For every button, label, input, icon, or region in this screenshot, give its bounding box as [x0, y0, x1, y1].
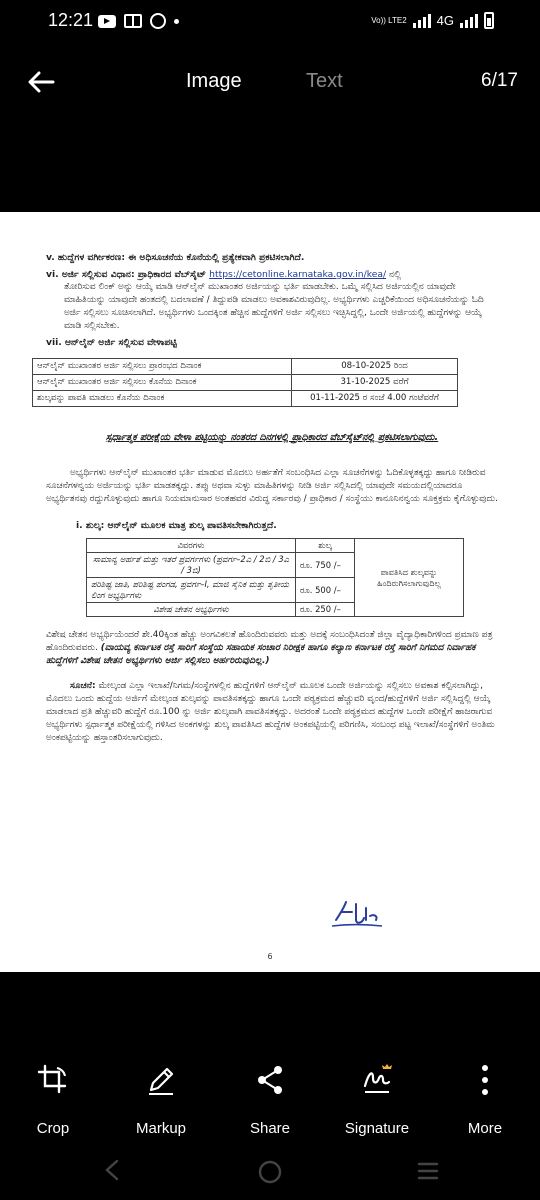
- more-button[interactable]: [440, 1064, 530, 1137]
- doc-line-vii: vii. ಆನ್‌ಲೈನ್ ಅರ್ಜಿ ಸಲ್ಲಿಸುವ ವೇಳಾಪಟ್ಟಿ: [46, 337, 177, 349]
- share-label: Share: [249, 1120, 291, 1137]
- table-row: [33, 358, 458, 374]
- signal-icon-2: [460, 14, 478, 28]
- schedule-value: 01-11-2025 ರ ಸಂಜೆ 4.00 ಗಂಟೆವರೆಗೆ: [292, 390, 458, 406]
- tab-image[interactable]: Image: [186, 70, 242, 92]
- signal-icon: [413, 14, 431, 28]
- fee-note: ಪಾವತಿಸಿದ ಶುಲ್ಕವನ್ನು ಹಿಂದಿರುಗಿಸಲಾಗುವುದಿಲ್ಲ: [355, 539, 464, 617]
- notification-dot-icon: [174, 19, 179, 24]
- whatsapp-icon: [150, 13, 166, 29]
- system-nav-bar: [0, 1148, 540, 1200]
- crop-button[interactable]: [8, 1064, 98, 1137]
- viewer-header: [0, 58, 540, 108]
- crop-label: Crop: [36, 1120, 70, 1137]
- status-time: 12:21: [48, 10, 94, 30]
- crop-icon: [37, 1064, 69, 1096]
- doc-line-v: v. ಹುದ್ದೆಗಳ ವರ್ಗೀಕರಣ: ಈ ಅಧಿಸೂಚನೆಯ ಕೊನೆಯಲ್ಲಿ ಪ್ರತ್ಯೇಕವಾಗಿ ಪ್ರಕಟಿಸಲಾಗಿದೆ.: [46, 252, 305, 263]
- fee-header-details: ವಿವರಗಳು: [87, 539, 296, 553]
- doc-para-note: [46, 680, 498, 745]
- signature-mark: [330, 898, 386, 932]
- schedule-label: ಆನ್‌ಲೈನ್ ಮುಖಾಂತರ ಅರ್ಜಿ ಸಲ್ಲಿಸಲು ಕೊನೆಯ ದಿನಾಂಕ: [33, 374, 292, 390]
- doc-para-disabled: [46, 629, 498, 668]
- bottom-toolbar: [0, 1064, 540, 1144]
- schedule-value: 31-10-2025 ವರೆಗೆ: [292, 374, 458, 390]
- share-button[interactable]: [225, 1064, 315, 1137]
- fee-value: ರೂ. 750 /–: [296, 553, 355, 578]
- network-type: 4G: [436, 13, 454, 28]
- nav-home-icon[interactable]: [256, 1158, 284, 1186]
- fee-label: ಪರಿಶಿಷ್ಟ ಜಾತಿ, ಪರಿಶಿಷ್ಟ ಪಂಗಡ, ಪ್ರವರ್ಗ–I, ಮಾಜಿ ಸೈನಿಕ ಮತ್ತು ತೃತೀಯ ಲಿಂಗ ಅಭ್ಯರ್ಥಿಗಳು: [87, 578, 296, 603]
- share-icon: [254, 1064, 286, 1096]
- notice-heading: ಸ್ಪರ್ಧಾತ್ಮಕ ಪರೀಕ್ಷೆಯ ವೇಳಾ ಪಟ್ಟಿಯನ್ನು ನಂತರದ ದಿನಗಳಲ್ಲಿ ಪ್ರಾಧಿಕಾರದ ವೆಬ್‌ಸೈಟ್‌ನಲ್ಲಿ ಪ್ರಕಟಿಸಲಾಗುವುದು.: [105, 431, 439, 443]
- doc-para-instructions: ಅಭ್ಯರ್ಥಿಗಳು ಆನ್‌ಲೈನ್ ಮುಖಾಂತರ ಭರ್ತಿ ಮಾಡುವ ಮೊದಲು ಅರ್ಹತೆಗೆ ಸಂಬಂಧಿಸಿದ ಎಲ್ಲಾ ಸೂಚನೆಗಳನ್ನು ಓದಿಕೊಳ್ಳತಕ್ಕದ್ದು ಹಾಗೂ ನೀಡಿರುವ ಸೂಚನೆಗಳನ್ವಯ ಅರ್ಜಿಯನ್ನು ಭರ್ತಿ ಮಾಡತಕ್ಕದ್ದು. ತಪ್ಪು ಅಥವಾ ಸುಳ್ಳು ಮಾಹಿತಿಗಳನ್ನು ನೀಡಿ ಅರ್ಜಿ ಸಲ್ಲಿಸಿದಲ್ಲಿ ಯಾವುದೇ ಸಮಯದಲ್ಲಿಯಾದರೂ ಅಭ್ಯರ್ಥಿತನವು ರದ್ದುಗೊಳ್ಳುವುದು ಹಾಗೂ ನಿಯಮಾನುಸಾರ ಅಂತಹವರ ವಿರುದ್ಧ ಸರ್ಕಾರವು / ಪ್ರಾಧಿಕಾರ / ಸಂಸ್ಥೆಯು ಕಾನೂನಿನನ್ವಯ ಸೂಕ್ತಕ್ರಮ ಕೈಗೊಳ್ಳುವುದು.: [46, 467, 499, 504]
- document-image[interactable]: [0, 212, 540, 972]
- note-label: ಸೂಚನೆ:: [70, 681, 96, 692]
- nav-recents-icon[interactable]: [416, 1160, 440, 1182]
- fee-label: ವಿಶೇಷ ಚೇತನ ಅಭ್ಯರ್ಥಿಗಳು: [87, 603, 296, 617]
- fee-intro: i. ಶುಲ್ಕ: ಆನ್‌ಲೈನ್ ಮೂಲಕ ಮಾತ್ರ ಶುಲ್ಕ ಪಾವತಿಸಬೇಕಾಗಿರುತ್ತದೆ.: [76, 519, 277, 531]
- document-content: [37, 252, 499, 745]
- battery-icon: [484, 12, 494, 29]
- signature-label: Signature: [344, 1120, 410, 1137]
- more-icon: [469, 1064, 501, 1096]
- tab-text[interactable]: Text: [306, 70, 343, 92]
- markup-label: Markup: [135, 1120, 187, 1137]
- signature-icon: [361, 1064, 393, 1096]
- schedule-value: 08-10-2025 ರಿಂದ: [292, 358, 458, 374]
- signature-button[interactable]: [332, 1064, 422, 1137]
- table-row: [87, 539, 464, 553]
- status-bar: [0, 0, 540, 46]
- fee-header-fee: ಶುಲ್ಕ: [296, 539, 355, 553]
- doc-para-vi: ತೋರಿಸುವ ಲಿಂಕ್ ಅನ್ನು ಆಯ್ಕೆ ಮಾಡಿ ಆನ್‌ಲೈನ್ ಮುಖಾಂತರ ಅರ್ಜಿಯನ್ನು ಭರ್ತಿ ಮಾಡಬೇಕು. ಒಮ್ಮೆ ಸಲ್ಲಿಸಿದ ಅರ್ಜಿಯಲ್ಲಿನ ಯಾವುದೇ ಮಾಹಿತಿಯನ್ನು ಯಾವುದೇ ಹಂತದಲ್ಲಿ ಬದಲಾವಣೆ / ತಿದ್ದುಪಡಿ ಮಾಡಲು ಅವಕಾಶವಿರುವುದಿಲ್ಲ. ಅಭ್ಯರ್ಥಿಗಳು ಎಚ್ಚರಿಕೆಯಿಂದ ಅಧಿಸೂಚನೆಯನ್ನು ಓದಿ ಅರ್ಜಿ ಸಲ್ಲಿಸಲು ಸೂಚಿಸಲಾಗಿದೆ. ಅಭ್ಯರ್ಥಿಗಳು ಒಂದಕ್ಕಿಂತ ಹೆಚ್ಚಿನ ಹುದ್ದೆಗಳಿಗೆ ಅರ್ಜಿ ಸಲ್ಲಿಸಲು ಇಚ್ಛಿಸಿದ್ದಲ್ಲಿ, ಒಂದೇ ಅರ್ಜಿಯಲ್ಲಿ ಹುದ್ದೆಗಳನ್ನು ಆಯ್ಕೆ ಮಾಡಿ ಸಲ್ಲಿಸಬೇಕು.: [64, 282, 484, 332]
- schedule-label: ಶುಲ್ಕವನ್ನು ಪಾವತಿ ಮಾಡಲು ಕೊನೆಯ ದಿನಾಂಕ: [33, 390, 292, 406]
- doc-line-vi-start: vi. ಅರ್ಜಿ ಸಲ್ಲಿಸುವ ವಿಧಾನ: ಪ್ರಾಧಿಕಾರದ ವೆಬ್‌ಸೈಟ್: [46, 268, 210, 280]
- doc-para-disabled-italic: (ವಾಯವ್ಯ ಕರ್ನಾಟಕ ರಸ್ತೆ ಸಾರಿಗೆ ಸಂಸ್ಥೆಯ ಸಹಾಯಕ ಸಂಚಾರ ನಿರೀಕ್ಷಕ ಹಾಗೂ ಕಲ್ಯಾಣ ಕರ್ನಾಟಕ ರಸ್ತೆ ಸಾರಿಗೆ ನಿಗಮದ ನಿರ್ವಾಹಕ ಹುದ್ದೆಗಳಿಗೆ ವಿಶೇಷ ಚೇತನ ಅಭ್ಯರ್ಥಿಗಳು ಅರ್ಜಿ ಸಲ್ಲಿಸಲು ಅರ್ಹರಿರುವುದಿಲ್ಲ.): [46, 643, 476, 667]
- doc-line-vi: [46, 269, 498, 282]
- volte-indicator: Vo)) LTE2: [371, 16, 407, 25]
- fee-value: ರೂ. 500 /–: [296, 578, 355, 603]
- kea-website-link[interactable]: https://cetonline.karnataka.gov.in/kea/: [209, 268, 387, 280]
- schedule-table: [32, 358, 458, 407]
- page-number: 6: [267, 952, 273, 961]
- back-arrow-icon[interactable]: [26, 67, 56, 97]
- table-row: [33, 390, 458, 406]
- nav-back-icon[interactable]: [102, 1158, 122, 1182]
- youtube-icon: [98, 15, 116, 28]
- doc-para-disabled-text: ವಿಶೇಷ ಚೇತನ ಅಭ್ಯರ್ಥಿಯೆಂದರೆ ಶೇ.40ಕ್ಕಿಂತ ಹೆಚ್ಚು ಅಂಗವಿಕಲತೆ ಹೊಂದಿರುವವರು ಮತ್ತು ಅದಕ್ಕೆ ಸಂಬಂಧಿಸಿದಂತೆ ಜಿಲ್ಲಾ ವೈದ್ಯಾಧಿಕಾರಿಗಳಿಂದ ಪ್ರಮಾಣ ಪತ್ರ ಹೊಂದಿರುವವರು.: [46, 630, 493, 654]
- schedule-label: ಆನ್‌ಲೈನ್ ಮುಖಾಂತರ ಅರ್ಜಿ ಸಲ್ಲಿಸಲು ಪ್ರಾರಂಭದ ದಿನಾಂಕ: [33, 358, 292, 374]
- note-text: ಮೇಲ್ಕಂಡ ಎಲ್ಲಾ ಇಲಾಖೆ/ನಿಗಮ/ಸಂಸ್ಥೆಗಳಲ್ಲಿನ ಹುದ್ದೆಗಳಿಗೆ ಆನ್‌ಲೈನ್ ಮೂಲಕ ಒಂದೇ ಅರ್ಜಿಯನ್ನು ಸಲ್ಲಿಸಲು ಅವಕಾಶ ಕಲ್ಪಿಸಲಾಗಿದ್ದು, ಮೊದಲು ಒಂದು ಹುದ್ದೆಯ ಅರ್ಜಿಗೆ ಮೇಲ್ಕಂಡ ಶುಲ್ಕವನ್ನು ಪಾವತಿಸತಕ್ಕದ್ದು ಹಾಗೂ ಒಂದೇ ಪಠ್ಯಕ್ರಮದ ಹೆಚ್ಚುವರಿ ವೃಂದ/ಹುದ್ದೆಗಳಿಗೆ ಅರ್ಜಿ ಸಲ್ಲಿಸಿದ್ದಲ್ಲಿ ಆಯ್ಕೆ ಮಾಡಲಾದ ಪ್ರತಿ ಹೆಚ್ಚುವರಿ ಹುದ್ದೆಗೆ ರೂ.100 ನ್ನು ಅರ್ಜಿ ಶುಲ್ಕವಾಗಿ ಪಾವತಿಸತಕ್ಕದ್ದು. ಅದರಂತೆ ಒಂದೇ ಪಠ್ಯಕ್ರಮದ ಹುದ್ದೆಗಳ ಒಂದೇ ಪರೀಕ್ಷೆಗೆ ಹಾಜರಾಗುವ ಅಭ್ಯರ್ಥಿಗಳು ಸ್ಪರ್ಧಾತ್ಮಕ ಪರೀಕ್ಷೆಯಲ್ಲಿ ಗಳಿಸಿದ ಅಂಕಗಳನ್ನು ಶುಲ್ಕ ಪಾವತಿಸಿದ ಹುದ್ದೆಗಳ ಅಂಕಪಟ್ಟಿಯಲ್ಲಿ ಪರಿಗಣಿಸಿ, ಸಂಬಂಧ ಪಟ್ಟ ಇಲಾಖೆ/ಸಂಸ್ಥೆಗಳಿಗೆ ಅಂತಿಮ ಅಂಕಪಟ್ಟಿಯನ್ನು ಹಸ್ತಾಂತರಿಸಲಾಗುವುದು.: [46, 681, 495, 744]
- fee-label: ಸಾಮಾನ್ಯ ಅರ್ಹತೆ ಮತ್ತು ಇತರೆ ಪ್ರವರ್ಗಗಳು (ಪ್ರವರ್ಗ–2ಎ / 2ಬಿ / 3ಎ / 3ಬಿ): [87, 553, 296, 578]
- more-label: More: [467, 1120, 503, 1137]
- fee-value: ರೂ. 250 /–: [296, 603, 355, 617]
- image-counter: 6/17: [481, 70, 518, 91]
- markup-button[interactable]: [116, 1064, 206, 1137]
- table-row: [33, 374, 458, 390]
- book-icon: [124, 14, 142, 28]
- markup-pen-icon: [145, 1064, 177, 1096]
- fee-table: [86, 538, 464, 617]
- doc-line-vi-end: ನಲ್ಲಿ: [386, 268, 402, 280]
